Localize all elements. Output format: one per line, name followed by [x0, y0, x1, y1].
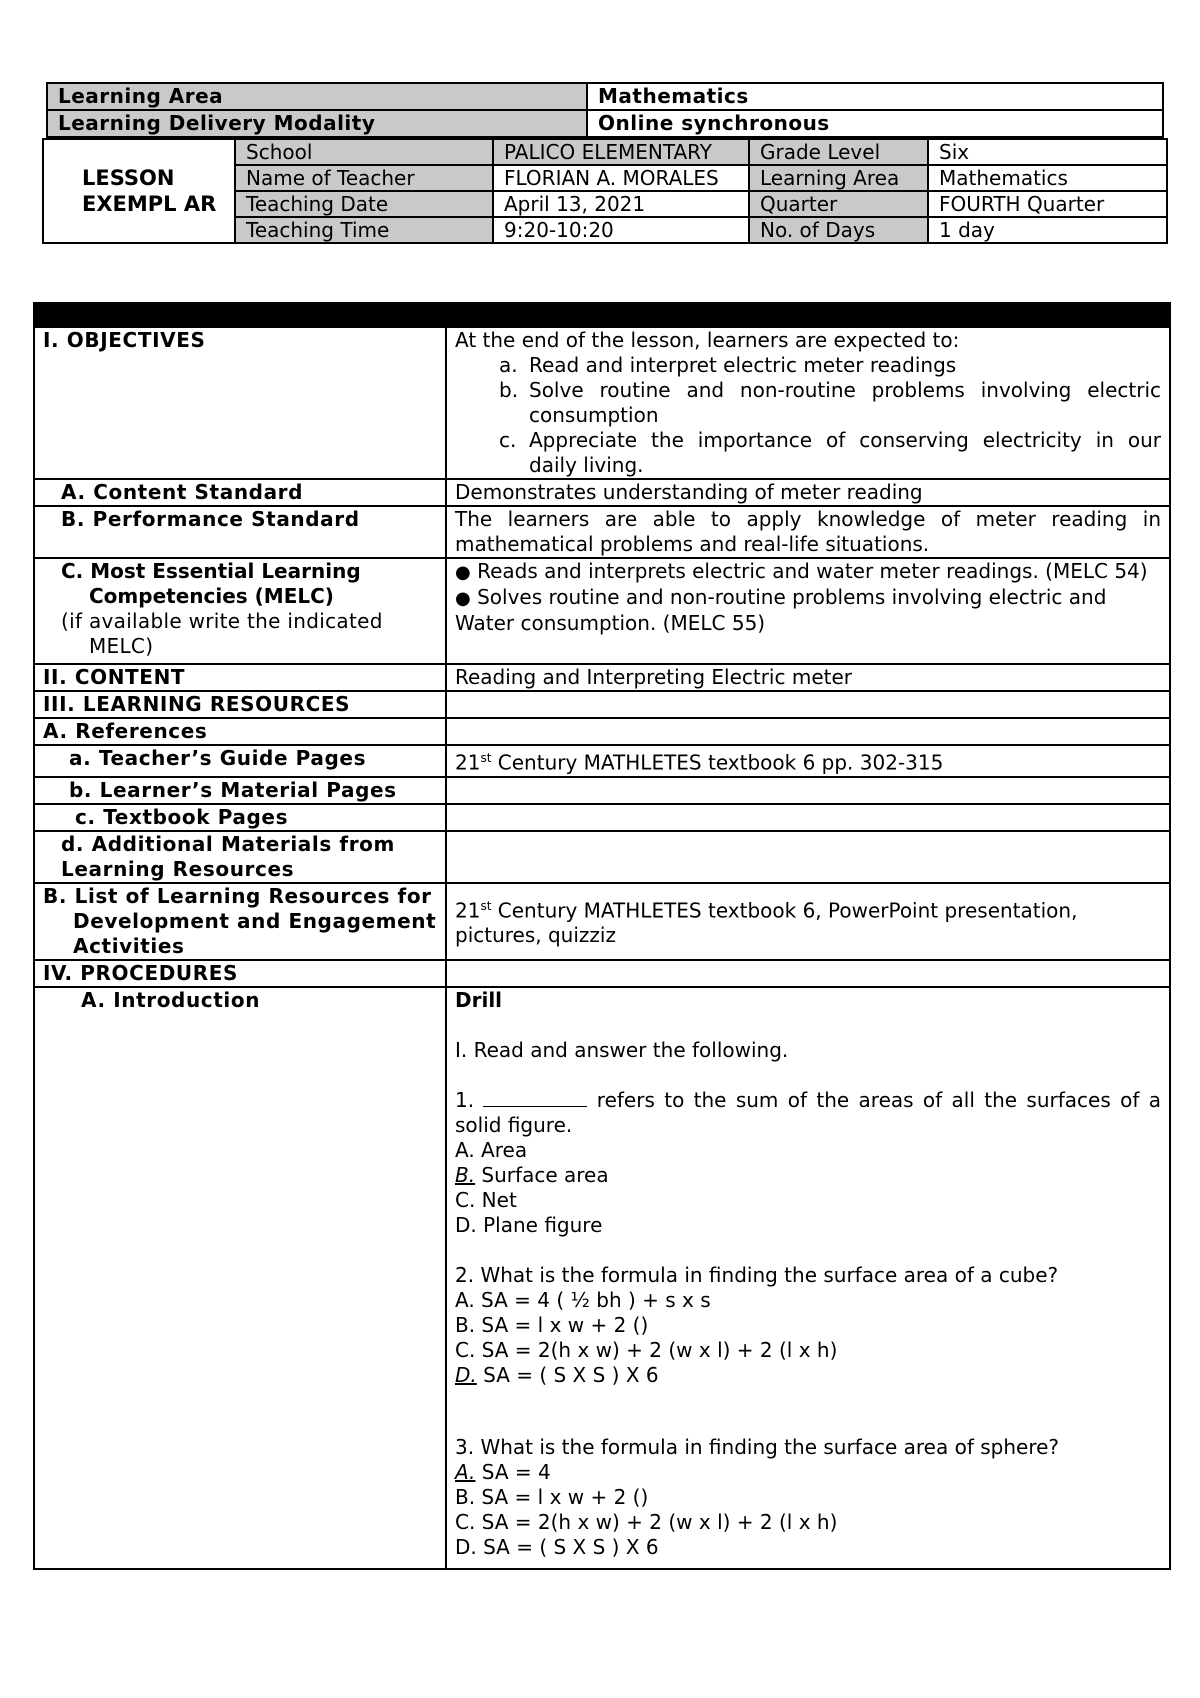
performance-standard-value: The learners are able to apply knowledge of meter reading in mathematical problems and real-life situations. — [446, 506, 1170, 558]
question-2: 2. What is the formula in finding the surface area of a cube? — [455, 1262, 1059, 1287]
teachers-guide-label: a. Teacher’s Guide Pages — [34, 745, 446, 777]
introduction-label: A. Introduction — [34, 987, 446, 1569]
content-value: Reading and Interpreting Electric meter — [446, 664, 1170, 691]
q1-option-a: A. Area — [455, 1137, 528, 1162]
days-value: 1 day — [928, 217, 1167, 243]
q1-option-b: B. Surface area — [455, 1162, 609, 1187]
learning-area-value-2: Mathematics — [928, 165, 1167, 191]
teaching-date-value: April 13, 2021 — [493, 191, 749, 217]
content-standard-row — [34, 479, 1170, 506]
melc-item-1: Reads and interprets electric and water meter readings. (MELC 54) — [470, 559, 1148, 583]
additional-materials-row — [34, 831, 1170, 883]
content-standard-label: A. Content Standard — [34, 479, 446, 506]
melc-cell — [446, 558, 1170, 664]
bullet-icon: ● — [455, 562, 471, 583]
learning-area-label-2: Learning Area — [749, 165, 928, 191]
q3-option-d: D. SA = ( S X S ) X 6 — [455, 1534, 659, 1559]
q2-option-a: A. SA = 4 ( ½ bh ) + s x s — [455, 1287, 711, 1312]
lesson-exemplar-title: LESSON EXEMPL AR — [43, 139, 235, 243]
grade-level-value: Six — [928, 139, 1167, 165]
days-label: No. of Days — [749, 217, 928, 243]
additional-materials-label: d. Additional Materials from Learning Resources — [34, 831, 446, 883]
q3-option-b: B. SA = l x w + 2 () — [455, 1484, 649, 1509]
answer-blank — [483, 1088, 587, 1107]
learning-area-value: Mathematics — [587, 83, 1163, 110]
learning-area-label: Learning Area — [47, 83, 587, 110]
teachers-guide-row — [34, 745, 1170, 777]
content-standard-value: Demonstrates understanding of meter reading — [446, 479, 1170, 506]
question-3: 3. What is the formula in finding the surface area of sphere? — [455, 1434, 1060, 1459]
objectives-list — [455, 353, 1161, 478]
top-header-table — [46, 82, 1164, 138]
q3-option-c: C. SA = 2(h x w) + 2 (w x l) + 2 (l x h) — [455, 1509, 838, 1534]
objective-item: a. Read and interpret electric meter readings — [499, 353, 957, 377]
learners-material-row — [34, 777, 1170, 804]
lesson-info-table — [42, 138, 1168, 244]
teaching-time-label: Teaching Time — [235, 217, 493, 243]
quarter-value: FOURTH Quarter — [928, 191, 1167, 217]
black-header-row — [34, 303, 1170, 327]
list-resources-value: 21st Century MATHLETES textbook 6, PowerPoint presentation, pictures, quizziz — [446, 883, 1170, 960]
performance-standard-label: B. Performance Standard — [34, 506, 446, 558]
introduction-row — [34, 987, 1170, 1569]
objective-item: c. Appreciate the importance of conserving electricity in our daily living. — [499, 428, 1161, 477]
content-label: II. CONTENT — [34, 664, 446, 691]
quarter-label: Quarter — [749, 191, 928, 217]
procedures-label: IV. PROCEDURES — [34, 960, 446, 987]
grade-level-label: Grade Level — [749, 139, 928, 165]
teaching-time-value: 9:20-10:20 — [493, 217, 749, 243]
melc-label: C. Most Essential Learning Competencies (MELC) — [61, 559, 361, 608]
teaching-date-label: Teaching Date — [235, 191, 493, 217]
references-label: A. References — [34, 718, 446, 745]
melc-label-cell — [34, 558, 446, 664]
teacher-value: FLORIAN A. MORALES — [493, 165, 749, 191]
learning-resources-row — [34, 691, 1170, 718]
textbook-pages-label: c. Textbook Pages — [34, 804, 446, 831]
bullet-icon: ● — [455, 588, 471, 609]
list-resources-row — [34, 883, 1170, 960]
melc-item-2b: Water consumption. (MELC 55) — [455, 611, 766, 635]
learners-material-label: b. Learner’s Material Pages — [34, 777, 446, 804]
q2-option-c: C. SA = 2(h x w) + 2 (w x l) + 2 (l x h) — [455, 1337, 838, 1362]
objectives-cell — [446, 327, 1170, 479]
objectives-label: I. OBJECTIVES — [34, 327, 446, 479]
objectives-intro: At the end of the lesson, learners are expected to: — [455, 328, 960, 352]
school-value: PALICO ELEMENTARY — [493, 139, 749, 165]
question-1: 1. refers to the sum of the areas of all the surfaces of a solid figure. — [455, 1087, 1161, 1137]
content-row — [34, 664, 1170, 691]
drill-title: Drill — [455, 987, 503, 1012]
q3-option-a: A. SA = 4 — [455, 1459, 551, 1484]
q1-option-c: C. Net — [455, 1187, 517, 1212]
references-row — [34, 718, 1170, 745]
school-label: School — [235, 139, 493, 165]
list-resources-label: B. List of Learning Resources for Development and Engagement Activities — [34, 883, 446, 960]
objectives-row — [34, 327, 1170, 479]
teachers-guide-value: 21st Century MATHLETES textbook 6 pp. 302-315 — [446, 745, 1170, 777]
modality-label: Learning Delivery Modality — [47, 110, 587, 137]
q2-option-d: D. SA = ( S X S ) X 6 — [455, 1362, 659, 1387]
melc-note: (if available write the indicated MELC) — [61, 609, 383, 658]
q2-option-b: B. SA = l x w + 2 () — [455, 1312, 649, 1337]
objective-item: b. Solve routine and non-routine problems involving electric consumption — [499, 378, 1161, 427]
procedures-row — [34, 960, 1170, 987]
melc-row — [34, 558, 1170, 664]
drill-instruction: I. Read and answer the following. — [455, 1037, 789, 1062]
lesson-plan-table — [33, 302, 1171, 1570]
teacher-label: Name of Teacher — [235, 165, 493, 191]
performance-standard-row — [34, 506, 1170, 558]
textbook-pages-row — [34, 804, 1170, 831]
introduction-cell — [446, 987, 1170, 1569]
q1-option-d: D. Plane figure — [455, 1212, 603, 1237]
modality-value: Online synchronous — [587, 110, 1163, 137]
melc-item-2: Solves routine and non-routine problems involving electric and — [470, 585, 1107, 609]
learning-resources-label: III. LEARNING RESOURCES — [34, 691, 446, 718]
